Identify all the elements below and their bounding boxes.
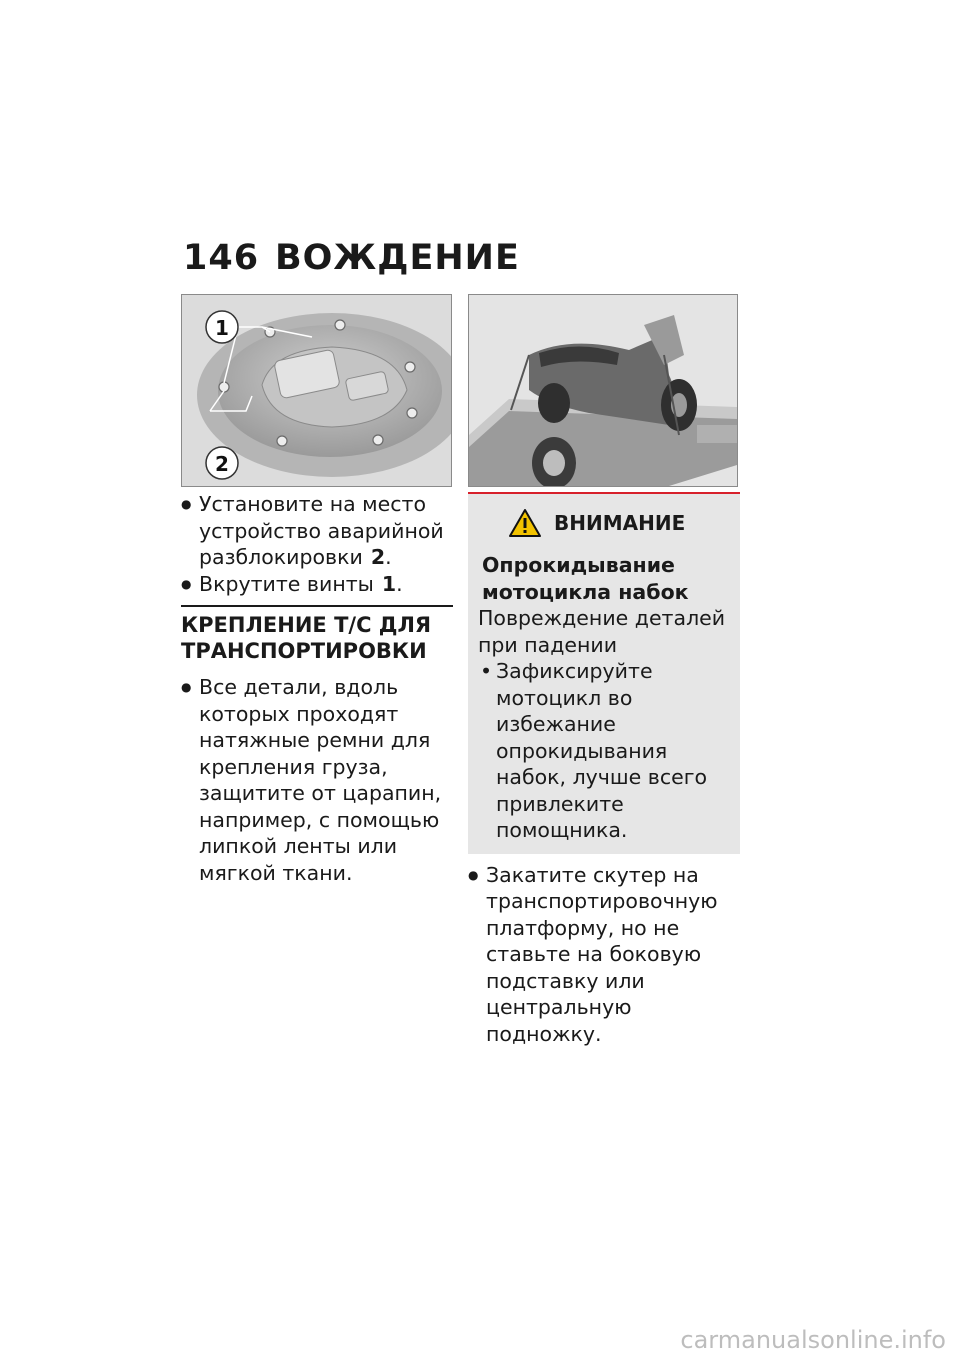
warning-title: Опрокидывание мотоцикла набок: [482, 553, 689, 604]
list-item: ● Все детали, вдоль которых проходят натяжные ремни для крепления груза, защитите от царапин, например, с помощью липкой ленты или мягкой ткани.: [181, 674, 453, 886]
warning-list: [478, 658, 730, 844]
scooter-on-trailer-illustration: [469, 295, 737, 486]
warning-box: [468, 492, 740, 854]
callout-1: [206, 311, 238, 343]
list-item: ● Установите на место устройство аварийной разблокировки 2.: [181, 491, 453, 571]
step-list: [181, 491, 453, 597]
right-column: [468, 492, 740, 1047]
page-header: [183, 238, 520, 278]
reference-number: 2: [370, 545, 386, 569]
page-number: 146: [183, 238, 260, 278]
reference-number: 1: [381, 571, 397, 596]
fuel-cap-illustration: [182, 295, 451, 486]
step-list: [468, 862, 740, 1048]
callout-2: [206, 447, 238, 479]
page-title: ВОЖДЕНИЕ: [275, 238, 520, 278]
warning-label: ВНИМАНИЕ: [554, 510, 686, 535]
warning-text: Повреждение деталей при падении: [478, 606, 726, 657]
scooter-trailer-figure: [468, 294, 738, 487]
left-column: [181, 491, 453, 886]
svg-text:2: 2: [215, 452, 229, 476]
watermark: carmanualsonline.info: [680, 1326, 946, 1354]
warning-header: [508, 508, 730, 538]
section-list: [181, 674, 453, 886]
list-item: • Зафиксируйте мотоцикл во избежание опрокидывания набок, лучше всего привлеките помощника.: [478, 658, 730, 844]
section-title: КРЕПЛЕНИЕ Т/С ДЛЯ ТРАНСПОРТИРОВКИ: [181, 605, 453, 664]
list-item: ● Вкрутите винты 1.: [181, 571, 453, 598]
svg-text:1: 1: [215, 316, 229, 340]
fuel-cap-figure: [181, 294, 452, 487]
warning-triangle-icon: [508, 508, 542, 538]
list-item: ● Закатите скутер на транспортировочную платформу, но не ставьте на боковую подставку или центральную подножку.: [468, 862, 740, 1048]
